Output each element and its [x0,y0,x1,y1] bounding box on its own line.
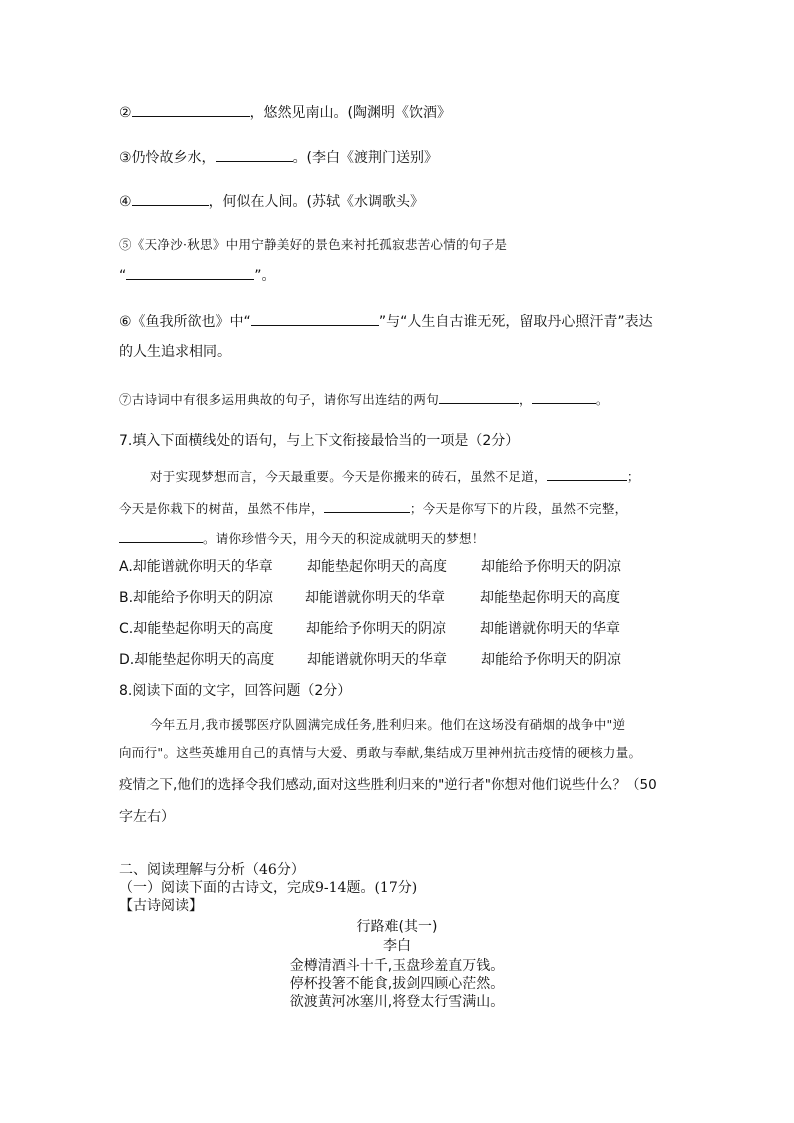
q6-blank[interactable] [251,312,379,326]
option-b-2: 却能谱就你明天的华章 [305,590,445,606]
q8-question-line2: 字左右） [119,809,175,825]
option-b-1: B.却能给予你明天的阴凉 [119,590,274,606]
question-6-line2: 的人生追求相同。 [119,344,231,360]
q7-allusion-end: 。 [595,392,609,407]
option-b-3: 却能垫起你明天的高度 [480,590,620,606]
section-2-title: 二、阅读理解与分析（46分） [119,862,305,878]
q5-blank[interactable] [126,266,254,280]
q7-passage-line1 [150,467,640,486]
question-5-line1: ⑤《天净沙·秋思》中用宁静美好的景色来衬托孤寂悲苦心情的句子是 [119,237,508,252]
question-2 [119,103,451,122]
option-a-2: 却能垫起你明天的高度 [307,559,447,575]
poem-line-1: 金樽清酒斗十千,玉盘珍羞直万钱。 [289,958,505,974]
q7-passage-blank-2[interactable] [324,499,410,513]
question-4 [119,192,424,211]
q3-suffix: 。(李白《渡荆门送别》 [292,150,439,166]
q7-passage-line2 [119,499,627,518]
q7-blank-1[interactable] [439,390,519,404]
q8-passage-line1: 今年五月,我市援鄂医疗队圆满完成任务,胜利归来。他们在这场没有硝烟的战争中"逆 [150,717,626,732]
q7-p3-text: 。请你珍惜今天，用今天的积淀成就明天的梦想！ [203,531,485,546]
option-a-1: A.却能谱就你明天的华章 [119,559,273,575]
q4-blank[interactable] [132,192,209,206]
q5-close-quote: ”。 [254,268,276,284]
q7-passage-line3 [119,529,485,548]
option-d-3: 却能给予你明天的阴凉 [481,652,621,668]
option-d-1: D.却能垫起你明天的高度 [119,652,275,668]
option-c-3: 却能谱就你明天的华章 [480,621,620,637]
poem-title: 行路难(其一) [356,919,438,935]
q2-suffix: ，悠然见南山。(陶渊明《饮酒》 [249,105,452,121]
option-a-3: 却能给予你明天的阴凉 [481,559,621,575]
q3-blank[interactable] [216,148,293,162]
q2-prefix: ② [119,105,132,121]
q3-prefix: ③仍怜故乡水， [119,150,216,166]
poem-line-3: 欲渡黄河冰塞川,将登太行雪满山。 [289,994,505,1010]
q2-blank[interactable] [132,103,250,117]
question-6-line1 [119,312,653,331]
q7-p2a-text: 今天是你栽下的树苗，虽然不伟岸， [119,501,324,516]
poem-author: 李白 [383,938,411,954]
q8-stem: 8.阅读下面的文字，回答问题（2分） [119,683,352,699]
q8-passage-line2: 向而行"。这些英雄用自己的真情与大爱、勇敢与奉献,集结成万里神州抗击疫情的硬核力量。 [119,745,642,760]
q4-suffix: ，何似在人间。(苏轼《水调歌头》 [208,194,425,210]
q7-blank-2[interactable] [532,390,596,404]
q4-prefix: ④ [119,194,132,210]
question-5-line2 [119,266,276,285]
q7-passage-blank-3[interactable] [119,529,203,543]
q7-passage-blank-1[interactable] [547,467,627,481]
section-2-subtitle: （一）阅读下面的古诗文，完成9-14题。(17分) [119,880,418,896]
q7-p1-text: 对于实现梦想而言，今天最重要。今天是你搬来的砖石，虽然不足道， [150,469,547,484]
q6-suffix: ”与“人生自古谁无死，留取丹心照汗青”表达 [378,314,653,330]
q7-allusion-prefix: ⑦古诗词中有很多运用典故的句子，请你写出连结的两句 [119,392,440,407]
question-3 [119,148,438,167]
q7-p1-end: ； [626,469,640,484]
q7-p2b-text: ；今天是你写下的片段，虽然不完整， [409,501,628,516]
option-d-2: 却能谱就你明天的华章 [307,652,447,668]
q6-prefix: ⑥《鱼我所欲也》中“ [119,314,251,330]
q5-open-quote: “ [119,268,127,284]
option-c-1: C.却能垫起你明天的高度 [119,621,274,637]
q7-allusion-comma: ， [519,392,532,407]
question-7-allusion [119,390,609,409]
section-2-label: 【古诗阅读】 [119,898,203,914]
poem-line-2: 停杯投箸不能食,拔剑四顾心茫然。 [289,976,505,992]
option-c-2: 却能给予你明天的阴凉 [306,621,446,637]
q7-stem: 7.填入下面横线处的语句，与上下文衔接最恰当的一项是（2分） [119,433,520,449]
q8-question-line1: 疫情之下,他们的选择令我们感动,面对这些胜利归来的"逆行者"你想对他们说些什么？（50 [119,777,657,793]
